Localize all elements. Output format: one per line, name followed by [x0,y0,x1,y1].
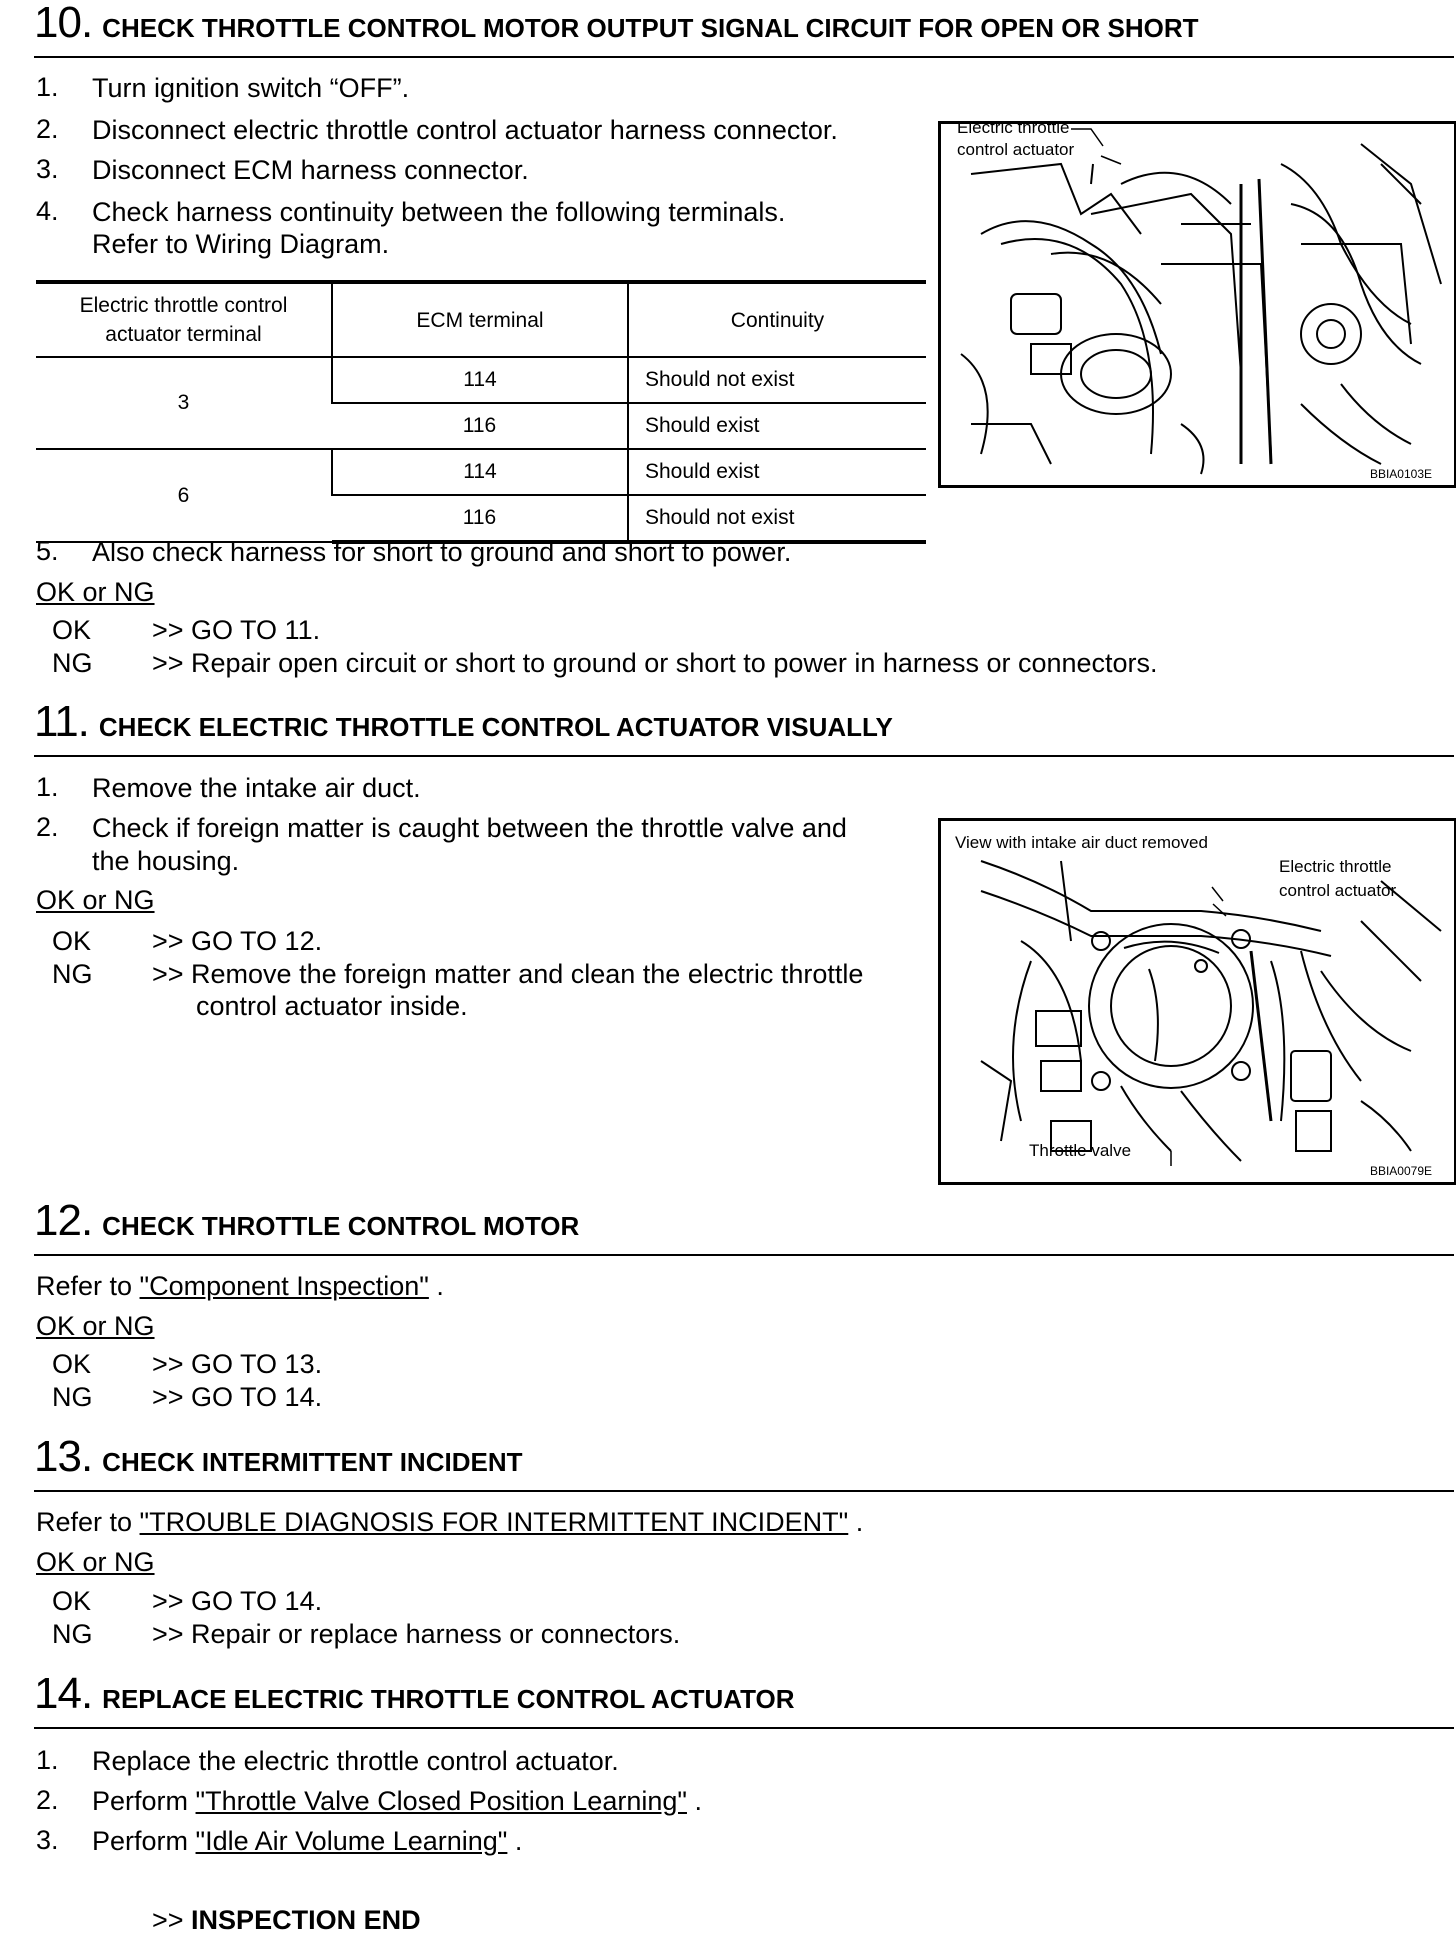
heading-rule [34,1727,1454,1729]
step-number: 13. [34,1432,93,1481]
step-10-heading [34,0,1454,48]
col-header-continuity: Continuity [628,282,926,357]
ok-label: OK [52,926,92,956]
table-row [36,357,926,403]
figure-label: Electric throttle [1279,857,1392,876]
refer-line: Refer to "Component Inspection" . [36,1271,444,1301]
step-13-heading [34,1432,1454,1482]
continuity-cell: Should not exist [628,495,926,542]
heading-rule [34,56,1454,58]
list-item-cont: Refer to Wiring Diagram. [92,229,390,259]
step-title: REPLACE ELECTRIC THROTTLE CONTROL ACTUATOR [102,1684,795,1714]
actuator-terminal-cell: 6 [36,449,332,542]
ng-action: >> Repair or replace harness or connectors. [152,1619,681,1649]
ng-label: NG [52,1619,93,1649]
figure-label: control actuator [1279,881,1397,900]
figure-electric-throttle-actuator [938,118,1456,488]
ng-action: >> Repair open circuit or short to ground or short to power in harness or connectors. [152,648,1158,678]
figure-label: Electric throttle [957,118,1070,137]
refer-line: Refer to "TROUBLE DIAGNOSIS FOR INTERMITTENT INCIDENT" . [36,1507,864,1537]
actuator-terminal-cell: 3 [36,357,332,449]
col-header-ecm-terminal: ECM terminal [332,282,628,357]
ng-label: NG [52,959,93,989]
figure-code: BBIA0103E [1369,467,1432,481]
list-item: Check harness continuity between the following terminals. [92,197,786,227]
ok-action: >> GO TO 13. [152,1349,323,1379]
throttle-valve-learning-link[interactable]: "Throttle Valve Closed Position Learning" [195,1786,687,1816]
figure-label: View with intake air duct removed [955,833,1208,852]
step-number: 11. [34,697,89,746]
component-inspection-link[interactable]: "Component Inspection" [139,1271,429,1301]
table-header-row [36,282,926,357]
step-title: CHECK THROTTLE CONTROL MOTOR [102,1211,580,1241]
idle-air-volume-learning-link[interactable]: "Idle Air Volume Learning" [195,1826,508,1856]
inspection-end: >> INSPECTION END [152,1905,421,1935]
step-number: 14. [34,1669,93,1718]
list-number: 1. [36,1745,59,1775]
figure-label: control actuator [957,140,1075,159]
heading-rule [34,755,1454,757]
ok-or-ng-label: OK or NG [36,1311,155,1341]
step-title: CHECK ELECTRIC THROTTLE CONTROL ACTUATOR VISUALLY [98,712,893,742]
step-12-heading [34,1196,1454,1246]
list-number: 2. [36,114,59,144]
ok-label: OK [52,615,92,645]
continuity-cell: Should exist [628,449,926,495]
list-number: 5. [36,536,59,566]
list-item: Turn ignition switch “OFF”. [92,73,410,103]
list-item-cont: the housing. [92,846,240,876]
figure-code: BBIA0079E [1369,1164,1432,1178]
continuity-cell: Should not exist [628,357,926,403]
step-11-heading [34,697,1454,747]
ok-or-ng-label: OK or NG [36,1547,155,1577]
ng-label: NG [52,648,93,678]
step-14-heading [34,1669,1454,1719]
list-item: Check if foreign matter is caught between the throttle valve and [92,813,847,843]
list-number: 2. [36,1785,59,1815]
list-item: Disconnect ECM harness connector. [92,155,529,185]
list-item: Remove the intake air duct. [92,773,421,803]
ng-label: NG [52,1382,93,1412]
list-number: 4. [36,196,59,226]
ng-action-cont: control actuator inside. [196,991,468,1021]
list-number: 3. [36,154,59,184]
continuity-cell: Should exist [628,403,926,449]
ok-or-ng-label: OK or NG [36,885,155,915]
engine-illustration [941,124,1454,485]
list-number: 3. [36,1825,59,1855]
ecm-terminal-cell: 116 [332,495,628,542]
ok-action: >> GO TO 14. [152,1586,323,1616]
ok-action: >> GO TO 12. [152,926,323,956]
figure-label: Throttle valve [1029,1141,1132,1160]
step-number: 12. [34,1196,93,1245]
step-title: CHECK THROTTLE CONTROL MOTOR OUTPUT SIGNAL CIRCUIT FOR OPEN OR SHORT [102,13,1199,43]
ecm-terminal-cell: 116 [332,403,628,449]
list-item: Perform "Throttle Valve Closed Position Learning" . [92,1786,702,1816]
ok-action: >> GO TO 11. [152,615,321,645]
list-item: Replace the electric throttle control actuator. [92,1746,619,1776]
step-number: 10. [34,0,93,47]
list-item: Also check harness for short to ground and short to power. [92,537,792,567]
step-title: CHECK INTERMITTENT INCIDENT [102,1447,523,1477]
table-row [36,449,926,495]
list-number: 1. [36,772,59,802]
heading-rule [34,1490,1454,1492]
continuity-table [36,280,926,544]
ok-label: OK [52,1586,92,1616]
trouble-diagnosis-link[interactable]: "TROUBLE DIAGNOSIS FOR INTERMITTENT INCIDENT" [139,1507,849,1537]
ng-action: >> GO TO 14. [152,1382,323,1412]
ng-action: >> Remove the foreign matter and clean the electric throttle [152,959,864,989]
ecm-terminal-cell: 114 [332,357,628,403]
list-number: 2. [36,812,59,842]
figure-throttle-valve [938,818,1456,1185]
list-number: 1. [36,72,59,102]
ecm-terminal-cell: 114 [332,449,628,495]
list-item: Perform "Idle Air Volume Learning" . [92,1826,523,1856]
col-header-actuator-terminal: Electric throttle control actuator terminal [36,282,332,357]
list-item: Disconnect electric throttle control actuator harness connector. [92,115,838,145]
ok-label: OK [52,1349,92,1379]
ok-or-ng-label: OK or NG [36,577,155,607]
heading-rule [34,1254,1454,1256]
